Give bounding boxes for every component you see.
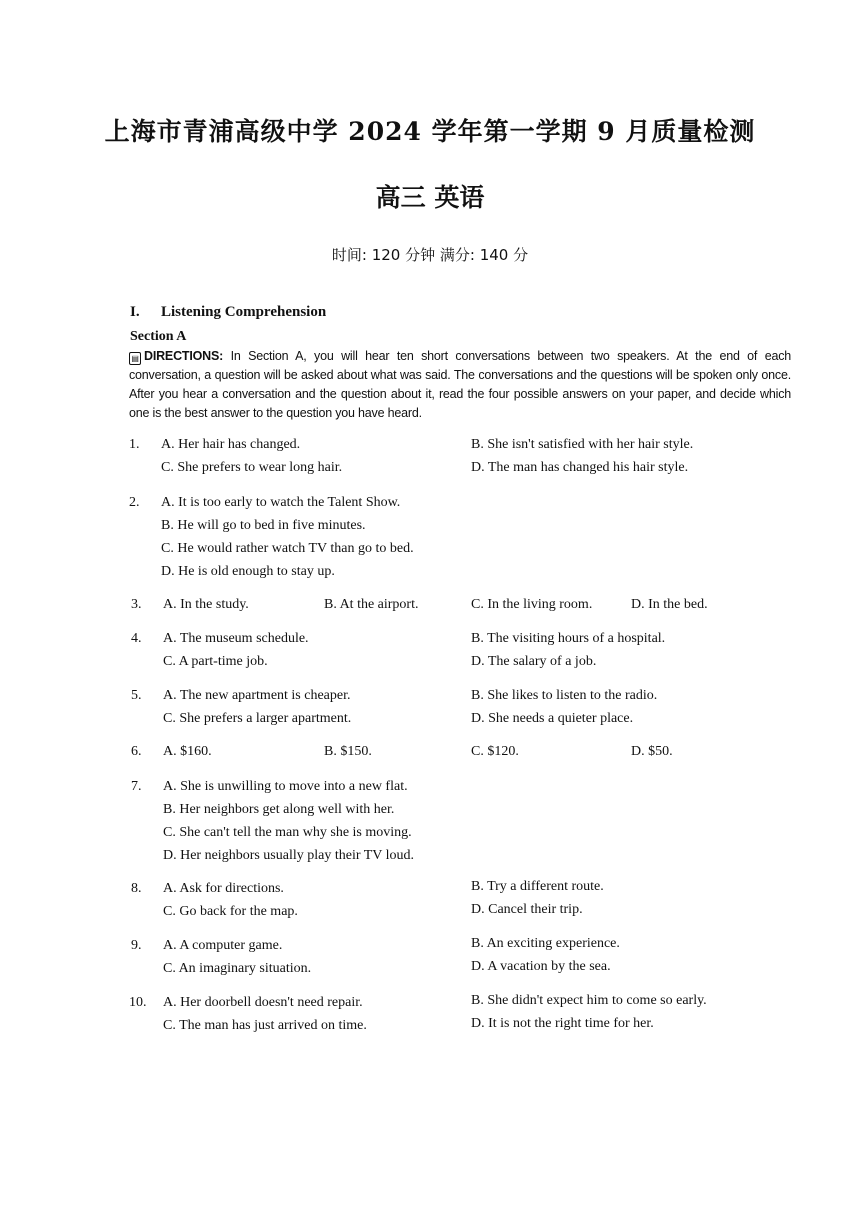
question-number: 4. bbox=[131, 631, 142, 646]
question-number: 7. bbox=[131, 779, 142, 794]
question-number: 8. bbox=[131, 881, 142, 896]
option-d: D. She needs a quieter place. bbox=[471, 711, 634, 726]
option-c: C. $120. bbox=[471, 744, 519, 759]
option-a: A. Ask for directions. bbox=[163, 881, 284, 896]
option-a: A. The new apartment is cheaper. bbox=[163, 688, 351, 703]
option-a: A. Her hair has changed. bbox=[161, 437, 301, 452]
directions-lead: DIRECTIONS: bbox=[144, 349, 224, 363]
option-a: A. Her doorbell doesn't need repair. bbox=[163, 995, 363, 1010]
option-a: A. In the study. bbox=[163, 597, 249, 612]
option-a: A. She is unwilling to move into a new flat. bbox=[163, 779, 408, 794]
question-number: 9. bbox=[131, 938, 142, 953]
question-number: 6. bbox=[131, 744, 142, 759]
option-c: C. A part-time job. bbox=[163, 654, 268, 669]
option-b: B. At the airport. bbox=[324, 597, 419, 612]
option-c: C. In the living room. bbox=[471, 597, 593, 612]
option-b: B. The visiting hours of a hospital. bbox=[471, 631, 666, 646]
document-icon: ▤ bbox=[129, 352, 141, 365]
option-b: B. She isn't satisfied with her hair style. bbox=[471, 437, 694, 452]
question-number: 5. bbox=[131, 688, 142, 703]
option-d: D. The salary of a job. bbox=[471, 654, 597, 669]
option-b: B. Her neighbors get along well with her. bbox=[163, 802, 395, 817]
option-b: B. Try a different route. bbox=[471, 879, 604, 894]
option-d: D. In the bed. bbox=[631, 597, 708, 612]
option-b: B. He will go to bed in five minutes. bbox=[161, 518, 366, 533]
option-c: C. He would rather watch TV than go to bed. bbox=[161, 541, 414, 556]
option-a: A. A computer game. bbox=[163, 938, 283, 953]
section-title: Listening Comprehension bbox=[161, 304, 327, 320]
option-c: C. She prefers a larger apartment. bbox=[163, 711, 352, 726]
question-number: 1. bbox=[129, 437, 140, 452]
option-d: D. The man has changed his hair style. bbox=[471, 460, 689, 475]
directions-text: In Section A, you will hear ten short conversations between two speakers. At the end of each conversation, a question will be asked about what was said. The conversations and the questions will be spoken only once. After you hear a conversation and the question about it, read the four possible answers on your paper, and decide which one is the best answer to the question you have heard. bbox=[129, 349, 792, 420]
option-d: D. $50. bbox=[631, 744, 673, 759]
question-number: 2. bbox=[129, 495, 140, 510]
directions bbox=[129, 347, 791, 423]
option-d: D. Cancel their trip. bbox=[471, 902, 583, 917]
exam-subtitle: 高三 英语 bbox=[375, 183, 485, 212]
option-c: C. The man has just arrived on time. bbox=[163, 1018, 367, 1033]
option-b: B. $150. bbox=[324, 744, 372, 759]
option-d: D. Her neighbors usually play their TV loud. bbox=[163, 848, 415, 863]
option-d: D. He is old enough to stay up. bbox=[161, 564, 335, 579]
time-info: 时间: 120 分钟 满分: 140 分 bbox=[331, 246, 529, 264]
option-a: A. $160. bbox=[163, 744, 212, 759]
option-d: D. A vacation by the sea. bbox=[471, 959, 611, 974]
option-a: A. It is too early to watch the Talent Show. bbox=[161, 495, 401, 510]
option-c: C. Go back for the map. bbox=[163, 904, 298, 919]
option-b: B. An exciting experience. bbox=[471, 936, 620, 951]
option-c: C. She prefers to wear long hair. bbox=[161, 460, 343, 475]
exam-title: 上海市青浦高级中学 2024 学年第一学期 9 月质量检测 bbox=[104, 117, 756, 146]
option-c: C. She can't tell the man why she is moving. bbox=[163, 825, 412, 840]
section-part: Section A bbox=[130, 329, 187, 344]
question-number: 10. bbox=[129, 995, 147, 1010]
option-a: A. The museum schedule. bbox=[163, 631, 309, 646]
section-number: I. bbox=[130, 304, 140, 320]
question-number: 3. bbox=[131, 597, 142, 612]
option-b: B. She likes to listen to the radio. bbox=[471, 688, 658, 703]
option-d: D. It is not the right time for her. bbox=[471, 1016, 654, 1031]
option-c: C. An imaginary situation. bbox=[163, 961, 312, 976]
option-b: B. She didn't expect him to come so early. bbox=[471, 993, 707, 1008]
